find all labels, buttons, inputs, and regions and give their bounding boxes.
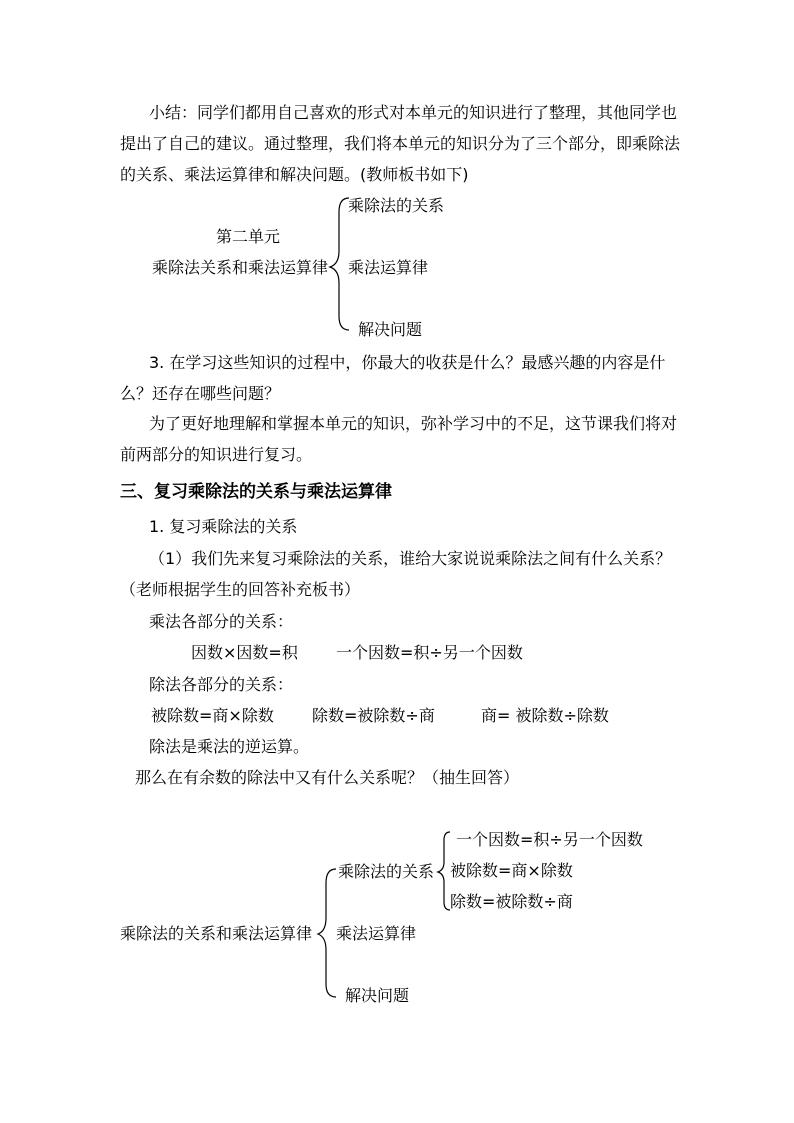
- q1-line-1: （1）我们先来复习乘除法的关系，谁给大家说说乘除法之间有什么关系？: [149, 549, 672, 568]
- intro-line-1: 为了更好地理解和掌握本单元的知识，弥补学习中的不足，这节课我们将对: [149, 414, 678, 433]
- mult-formula-2: 一个因数=积÷另一个因数: [336, 643, 523, 662]
- board1-item-3: 解决问题: [358, 320, 423, 339]
- summary-line-2: 提出了自己的建议。通过整理，我们将本单元的知识分为了三个部分，即乘除法: [120, 134, 681, 153]
- board1-title: 乘除法关系和乘法运算律: [152, 258, 329, 277]
- board2-sub-item-2: 被除数=商×除数: [450, 861, 573, 880]
- div-formula-2: 除数=被除数÷商: [312, 706, 435, 725]
- board2-sub-item-3: 除数=被除数÷商: [450, 892, 573, 911]
- q3-line-2: 么？还存在哪些问题？: [120, 384, 281, 403]
- mult-formula-1: 因数×因数=积: [191, 643, 298, 662]
- intro-line-2: 前两部分的知识进行复习。: [120, 445, 313, 464]
- remainder-question: 那么在有余数的除法中又有什么关系呢？（抽生回答）: [135, 768, 520, 787]
- board2-item-3: 解决问题: [345, 986, 410, 1005]
- q3-line-1: 3. 在学习这些知识的过程中，你最大的收获是什么？最感兴趣的内容是什: [149, 353, 666, 372]
- sub-heading-1: 1. 复习乘除法的关系: [149, 517, 298, 536]
- board2-sub-item-1: 一个因数=积÷另一个因数: [456, 830, 643, 849]
- board2-title: 乘除法的关系和乘法运算律: [120, 924, 313, 943]
- board2-item-2: 乘法运算律: [336, 924, 417, 943]
- summary-line-3: 的关系、乘法运算律和解决问题。(教师板书如下): [120, 165, 469, 184]
- board1-unit: 第二单元: [216, 227, 281, 246]
- summary-line-1: 小结：同学们都用自己喜欢的形式对本单元的知识进行了整理，其他同学也: [149, 103, 678, 122]
- board2-item-1: 乘除法的关系: [338, 862, 435, 881]
- div-formula-1: 被除数=商×除数: [151, 706, 274, 725]
- board1-item-2: 乘法运算律: [348, 258, 429, 277]
- section-heading: 三、复习乘除法的关系与乘法运算律: [120, 482, 392, 502]
- board1-item-1: 乘除法的关系: [348, 196, 445, 215]
- mult-label: 乘法各部分的关系：: [149, 612, 294, 631]
- inverse-statement: 除法是乘法的逆运算。: [149, 737, 310, 756]
- div-formula-3: 商= 被除数÷除数: [481, 706, 609, 725]
- div-label: 除法各部分的关系：: [149, 675, 294, 694]
- q1-line-2: （老师根据学生的回答补充板书）: [120, 580, 361, 599]
